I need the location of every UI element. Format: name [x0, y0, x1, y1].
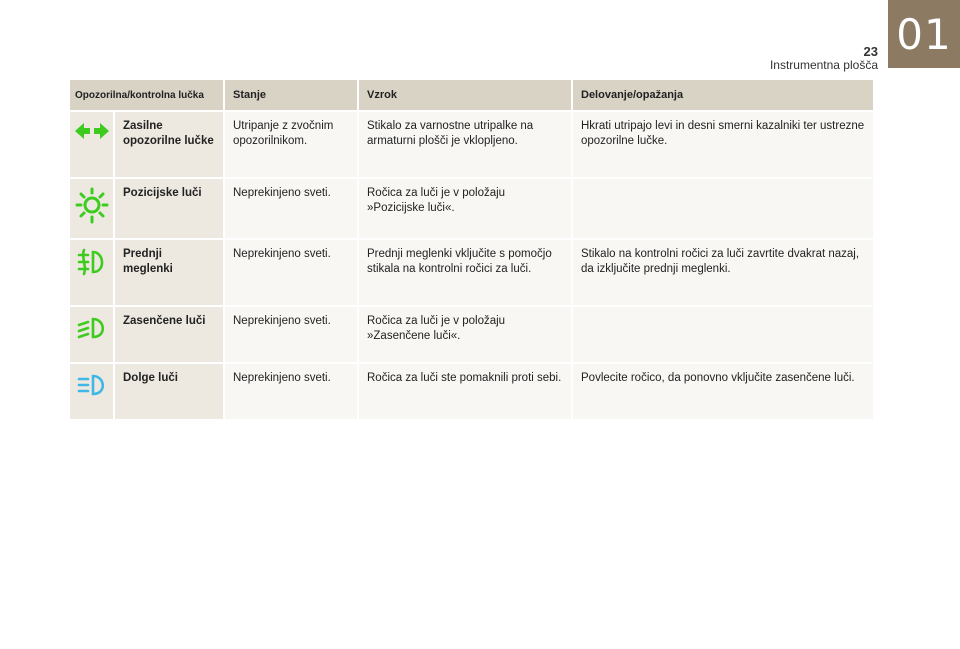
warning-lights-table [70, 80, 875, 419]
light-name: Dolge luči [114, 363, 224, 419]
column-header-state: Stanje [224, 80, 358, 111]
main-beam-icon [75, 389, 109, 401]
light-name: Zasenčene luči [114, 306, 224, 363]
light-cause: Stikalo za varnostne utripalke na armaturni plošči je vklopljeno. [358, 111, 572, 178]
light-cause: Ročica za luči je v položaju »Zasenčene luči«. [358, 306, 572, 363]
light-cause: Prednji meglenki vključite s pomočjo stikala na kontrolni ročici za luči. [358, 239, 572, 306]
icon-cell [70, 111, 114, 178]
light-state: Neprekinjeno sveti. [224, 178, 358, 239]
light-action: Hkrati utripajo levi in desni smerni kazalniki ter ustrezne opozorilne lučke. [572, 111, 874, 178]
light-state: Neprekinjeno sveti. [224, 306, 358, 363]
dipped-beam-icon [75, 332, 109, 344]
light-state: Neprekinjeno sveti. [224, 363, 358, 419]
light-action: Povlecite ročico, da ponovno vključite zasenčene luči. [572, 363, 874, 419]
light-action [572, 306, 874, 363]
light-name: Zasilne opozorilne lučke [114, 111, 224, 178]
light-action: Stikalo na kontrolni ročici za luči zavrtite dvakrat nazaj, da izključite prednji meglenki. [572, 239, 874, 306]
light-cause: Ročica za luči ste pomaknili proti sebi. [358, 363, 572, 419]
table-row [70, 178, 874, 239]
light-name: Prednji meglenki [114, 239, 224, 306]
icon-cell [70, 239, 114, 306]
chapter-tab: 01 [888, 0, 960, 68]
section-title: Instrumentna plošča [769, 58, 878, 72]
table-row [70, 239, 874, 306]
table-row [70, 306, 874, 363]
front-fog-lights-icon [75, 267, 109, 279]
table-header-row [70, 80, 874, 111]
light-cause: Ročica za luči je v položaju »Pozicijske luči«. [358, 178, 572, 239]
column-header-cause: Vzrok [358, 80, 572, 111]
column-header-action: Delovanje/opažanja [572, 80, 874, 111]
icon-cell [70, 306, 114, 363]
table-row [70, 363, 874, 419]
table-row [70, 111, 874, 178]
light-action [572, 178, 874, 239]
column-header-light: Opozorilna/kontrolna lučka [70, 80, 224, 111]
icon-cell [70, 363, 114, 419]
light-state: Neprekinjeno sveti. [224, 239, 358, 306]
page-number: 23 [863, 44, 878, 59]
icon-cell [70, 178, 114, 239]
light-state: Utripanje z zvočnim opozorilnikom. [224, 111, 358, 178]
light-name: Pozicijske luči [114, 178, 224, 239]
sidelights-icon [75, 216, 109, 228]
hazard-arrows-icon [73, 133, 111, 145]
